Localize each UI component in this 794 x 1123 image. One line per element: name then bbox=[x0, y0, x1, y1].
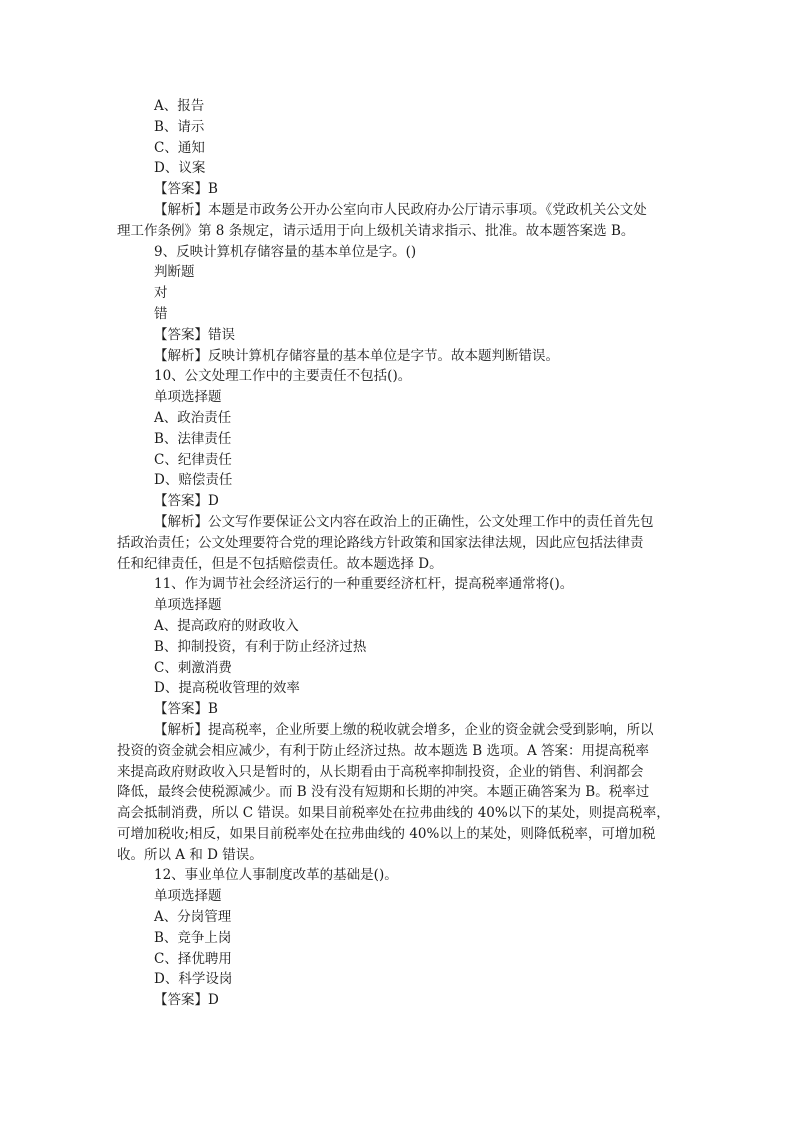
option-line: C、纪律责任 bbox=[154, 451, 232, 468]
analysis-continuation-line: 降低，最终会使税源减少。而 B 没有没有短期和长期的冲突。本题正确答案为 B。税率过 bbox=[117, 784, 650, 801]
option-line: A、报告 bbox=[154, 98, 205, 114]
question-line: 10、公文处理工作中的主要责任不包括()。 bbox=[154, 368, 412, 385]
option-line: B、抑制投资，有利于防止经济过热 bbox=[154, 638, 367, 655]
analysis-line: 【解析】提高税率，企业所要上缴的税收就会增多，企业的资金就会受到影响，所以 bbox=[154, 721, 654, 738]
analysis-line: 【解析】本题是市政务公开办公室向市人民政府办公厅请示事项。《党政机关公文处 bbox=[154, 201, 647, 218]
question-line: 11、作为调节社会经济运行的一种重要经济杠杆，提高税率通常将()。 bbox=[154, 576, 574, 593]
analysis-continuation-line: 理工作条例》第 8 条规定，请示适用于向上级机关请求指示、批准。故本题答案选 B。 bbox=[117, 222, 635, 239]
option-line: C、择优聘用 bbox=[154, 950, 232, 967]
answer-line: 【答案】B bbox=[154, 701, 218, 718]
option-line: D、提高税收管理的效率 bbox=[154, 680, 300, 697]
document-content bbox=[117, 96, 670, 1011]
option-line: D、议案 bbox=[154, 160, 206, 177]
option-line: D、赔偿责任 bbox=[154, 472, 233, 489]
option-line: A、分岗管理 bbox=[154, 909, 232, 926]
option-line: C、通知 bbox=[154, 139, 205, 156]
answer-line: 【答案】B bbox=[154, 181, 218, 198]
question-line: 12、事业单位人事制度改革的基础是()。 bbox=[154, 867, 398, 884]
analysis-continuation-line: 来提高政府财政收入只是暂时的，从长期看由于高税率抑制投资，企业的销售、利润都会 bbox=[117, 763, 644, 780]
answer-line: 【答案】D bbox=[154, 992, 219, 1009]
question-line: 9、反映计算机存储容量的基本单位是字。() bbox=[154, 243, 417, 260]
analysis-continuation-line: 可增加税收;相反，如果目前税率处在拉弗曲线的 40%以上的某处，则降低税率，可增加税 bbox=[117, 825, 656, 842]
question-type-label: 单项选择题 bbox=[154, 888, 222, 905]
option-line: B、请示 bbox=[154, 118, 205, 135]
answer-line: 【答案】D bbox=[154, 493, 219, 510]
question-type-label: 单项选择题 bbox=[154, 389, 222, 406]
analysis-continuation-line: 括政治责任；公文处理要符合党的理论路线方针政策和国家法律法规，因此应包括法律责 bbox=[117, 534, 644, 551]
option-line: A、政治责任 bbox=[154, 409, 232, 426]
option-line: 对 bbox=[154, 285, 168, 302]
option-line: A、提高政府的财政收入 bbox=[154, 617, 299, 634]
option-line: C、刺激消费 bbox=[154, 659, 232, 676]
analysis-continuation-line: 收。所以 A 和 D 错误。 bbox=[117, 846, 263, 863]
option-line: 错 bbox=[154, 305, 168, 322]
analysis-line: 【解析】反映计算机存储容量的基本单位是字节。故本题判断错误。 bbox=[154, 347, 559, 364]
question-type-label: 单项选择题 bbox=[154, 597, 222, 614]
answer-line: 【答案】错误 bbox=[154, 326, 235, 343]
analysis-line: 【解析】公文写作要保证公文内容在政治上的正确性，公文处理工作中的责任首先包 bbox=[154, 513, 654, 530]
option-line: B、竞争上岗 bbox=[154, 929, 232, 946]
analysis-continuation-line: 高会抵制消费，所以 C 错误。如果目前税率处在拉弗曲线的 40%以下的某处，则提高税率， bbox=[117, 805, 670, 822]
question-type-label: 判断题 bbox=[154, 264, 195, 281]
option-line: D、科学设岗 bbox=[154, 971, 233, 988]
analysis-continuation-line: 任和纪律责任，但是不包括赔偿责任。故本题选择 D。 bbox=[117, 555, 443, 572]
option-line: B、法律责任 bbox=[154, 430, 232, 447]
analysis-continuation-line: 投资的资金就会相应减少，有利于防止经济过热。故本题选 B 选项。A 答案：用提高税率 bbox=[117, 742, 650, 759]
